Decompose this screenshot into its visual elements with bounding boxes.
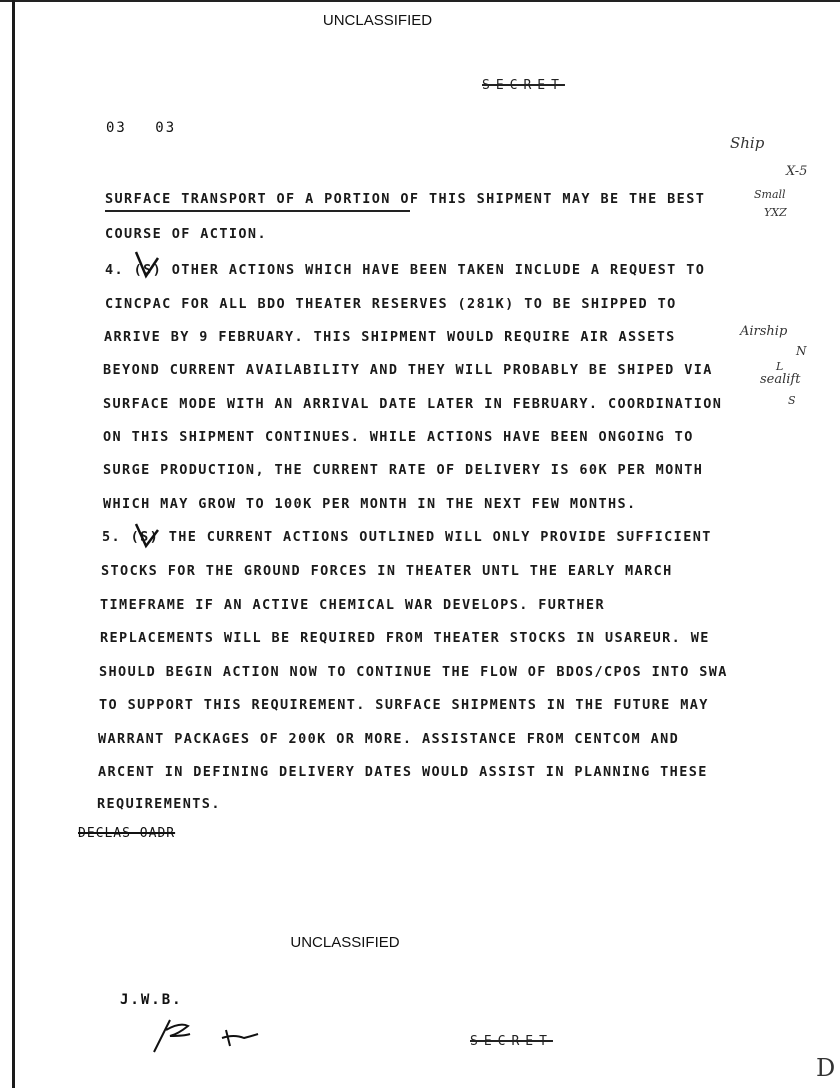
body-line-9: SURGE PRODUCTION, THE CURRENT RATE OF DELIVERY IS 60K PER MONTH — [103, 462, 704, 478]
body-line-19: REQUIREMENTS. — [97, 796, 221, 812]
paragraph-5-check-mark — [132, 522, 162, 552]
handwritten-l: L — [776, 360, 784, 373]
handwritten-x5: X-5 — [786, 164, 808, 179]
body-line-12: STOCKS FOR THE GROUND FORCES IN THEATER UNTL THE EARLY MARCH — [101, 563, 673, 579]
body-line-10: WHICH MAY GROW TO 100K PER MONTH IN THE NEXT FEW MONTHS. — [103, 496, 637, 512]
top-border — [0, 0, 840, 2]
initials: J.W.B. — [120, 992, 183, 1008]
handwritten-airship: Airship — [740, 324, 788, 339]
classification-banner-top: UNCLASSIFIED — [322, 12, 433, 29]
handwritten-signature — [148, 1012, 268, 1056]
body-line-16: TO SUPPORT THIS REQUIREMENT. SURFACE SHIPMENTS IN THE FUTURE MAY — [99, 697, 709, 713]
body-line-13: TIMEFRAME IF AN ACTIVE CHEMICAL WAR DEVELOPS. FURTHER — [100, 597, 605, 613]
body-line-1: SURFACE TRANSPORT OF A PORTION OF THIS SHIPMENT MAY BE THE BEST — [105, 191, 706, 207]
handwritten-n: N — [796, 344, 807, 358]
handwritten-sealift: sealift — [760, 372, 801, 387]
body-line-15: SHOULD BEGIN ACTION NOW TO CONTINUE THE FLOW OF BDOS/CPOS INTO SWA — [99, 664, 728, 680]
body-line-14: REPLACEMENTS WILL BE REQUIRED FROM THEATER STOCKS IN USAREUR. WE — [100, 630, 710, 646]
body-line-17: WARRANT PACKAGES OF 200K OR MORE. ASSISTANCE FROM CENTCOM AND — [98, 731, 680, 747]
body-line-8: ON THIS SHIPMENT CONTINUES. WHILE ACTIONS HAVE BEEN ONGOING TO — [103, 429, 694, 445]
handwritten-ship: Ship — [730, 134, 765, 152]
body-line-2: COURSE OF ACTION. — [105, 226, 267, 242]
body-line-5: ARRIVE BY 9 FEBRUARY. THIS SHIPMENT WOULD REQUIRE AIR ASSETS — [104, 329, 676, 345]
underline-portion — [105, 210, 410, 212]
body-line-4: CINCPAC FOR ALL BDO THEATER RESERVES (281K) TO BE SHIPPED TO — [105, 296, 677, 312]
handwritten-small: Small — [754, 188, 786, 201]
body-line-18: ARCENT IN DEFINING DELIVERY DATES WOULD ASSIST IN PLANNING THESE — [98, 764, 708, 780]
corner-mark: D — [816, 1054, 836, 1082]
handwritten-s: S — [788, 394, 796, 407]
reference-number: 03 03 — [106, 120, 177, 136]
paragraph-4-check-mark — [132, 250, 162, 280]
left-edge-line — [12, 0, 15, 1088]
secret-marking-top: SECRET — [482, 78, 565, 93]
handwritten-yxz: YXZ — [764, 206, 787, 219]
body-line-11: 5. (S) THE CURRENT ACTIONS OUTLINED WILL ONLY PROVIDE SUFFICIENT — [102, 529, 712, 545]
declassification-marking: DECLAS OADR — [78, 826, 176, 841]
body-line-7: SURFACE MODE WITH AN ARRIVAL DATE LATER IN FEBRUARY. COORDINATION — [103, 396, 723, 412]
body-line-6: BEYOND CURRENT AVAILABILITY AND THEY WILL PROBABLY BE SHIPED VIA — [103, 362, 713, 378]
body-line-3: 4. (S) OTHER ACTIONS WHICH HAVE BEEN TAKEN INCLUDE A REQUEST TO — [105, 262, 706, 278]
classification-banner-bottom: UNCLASSIFIED — [290, 934, 400, 951]
secret-marking-bottom: SECRET — [470, 1034, 553, 1049]
